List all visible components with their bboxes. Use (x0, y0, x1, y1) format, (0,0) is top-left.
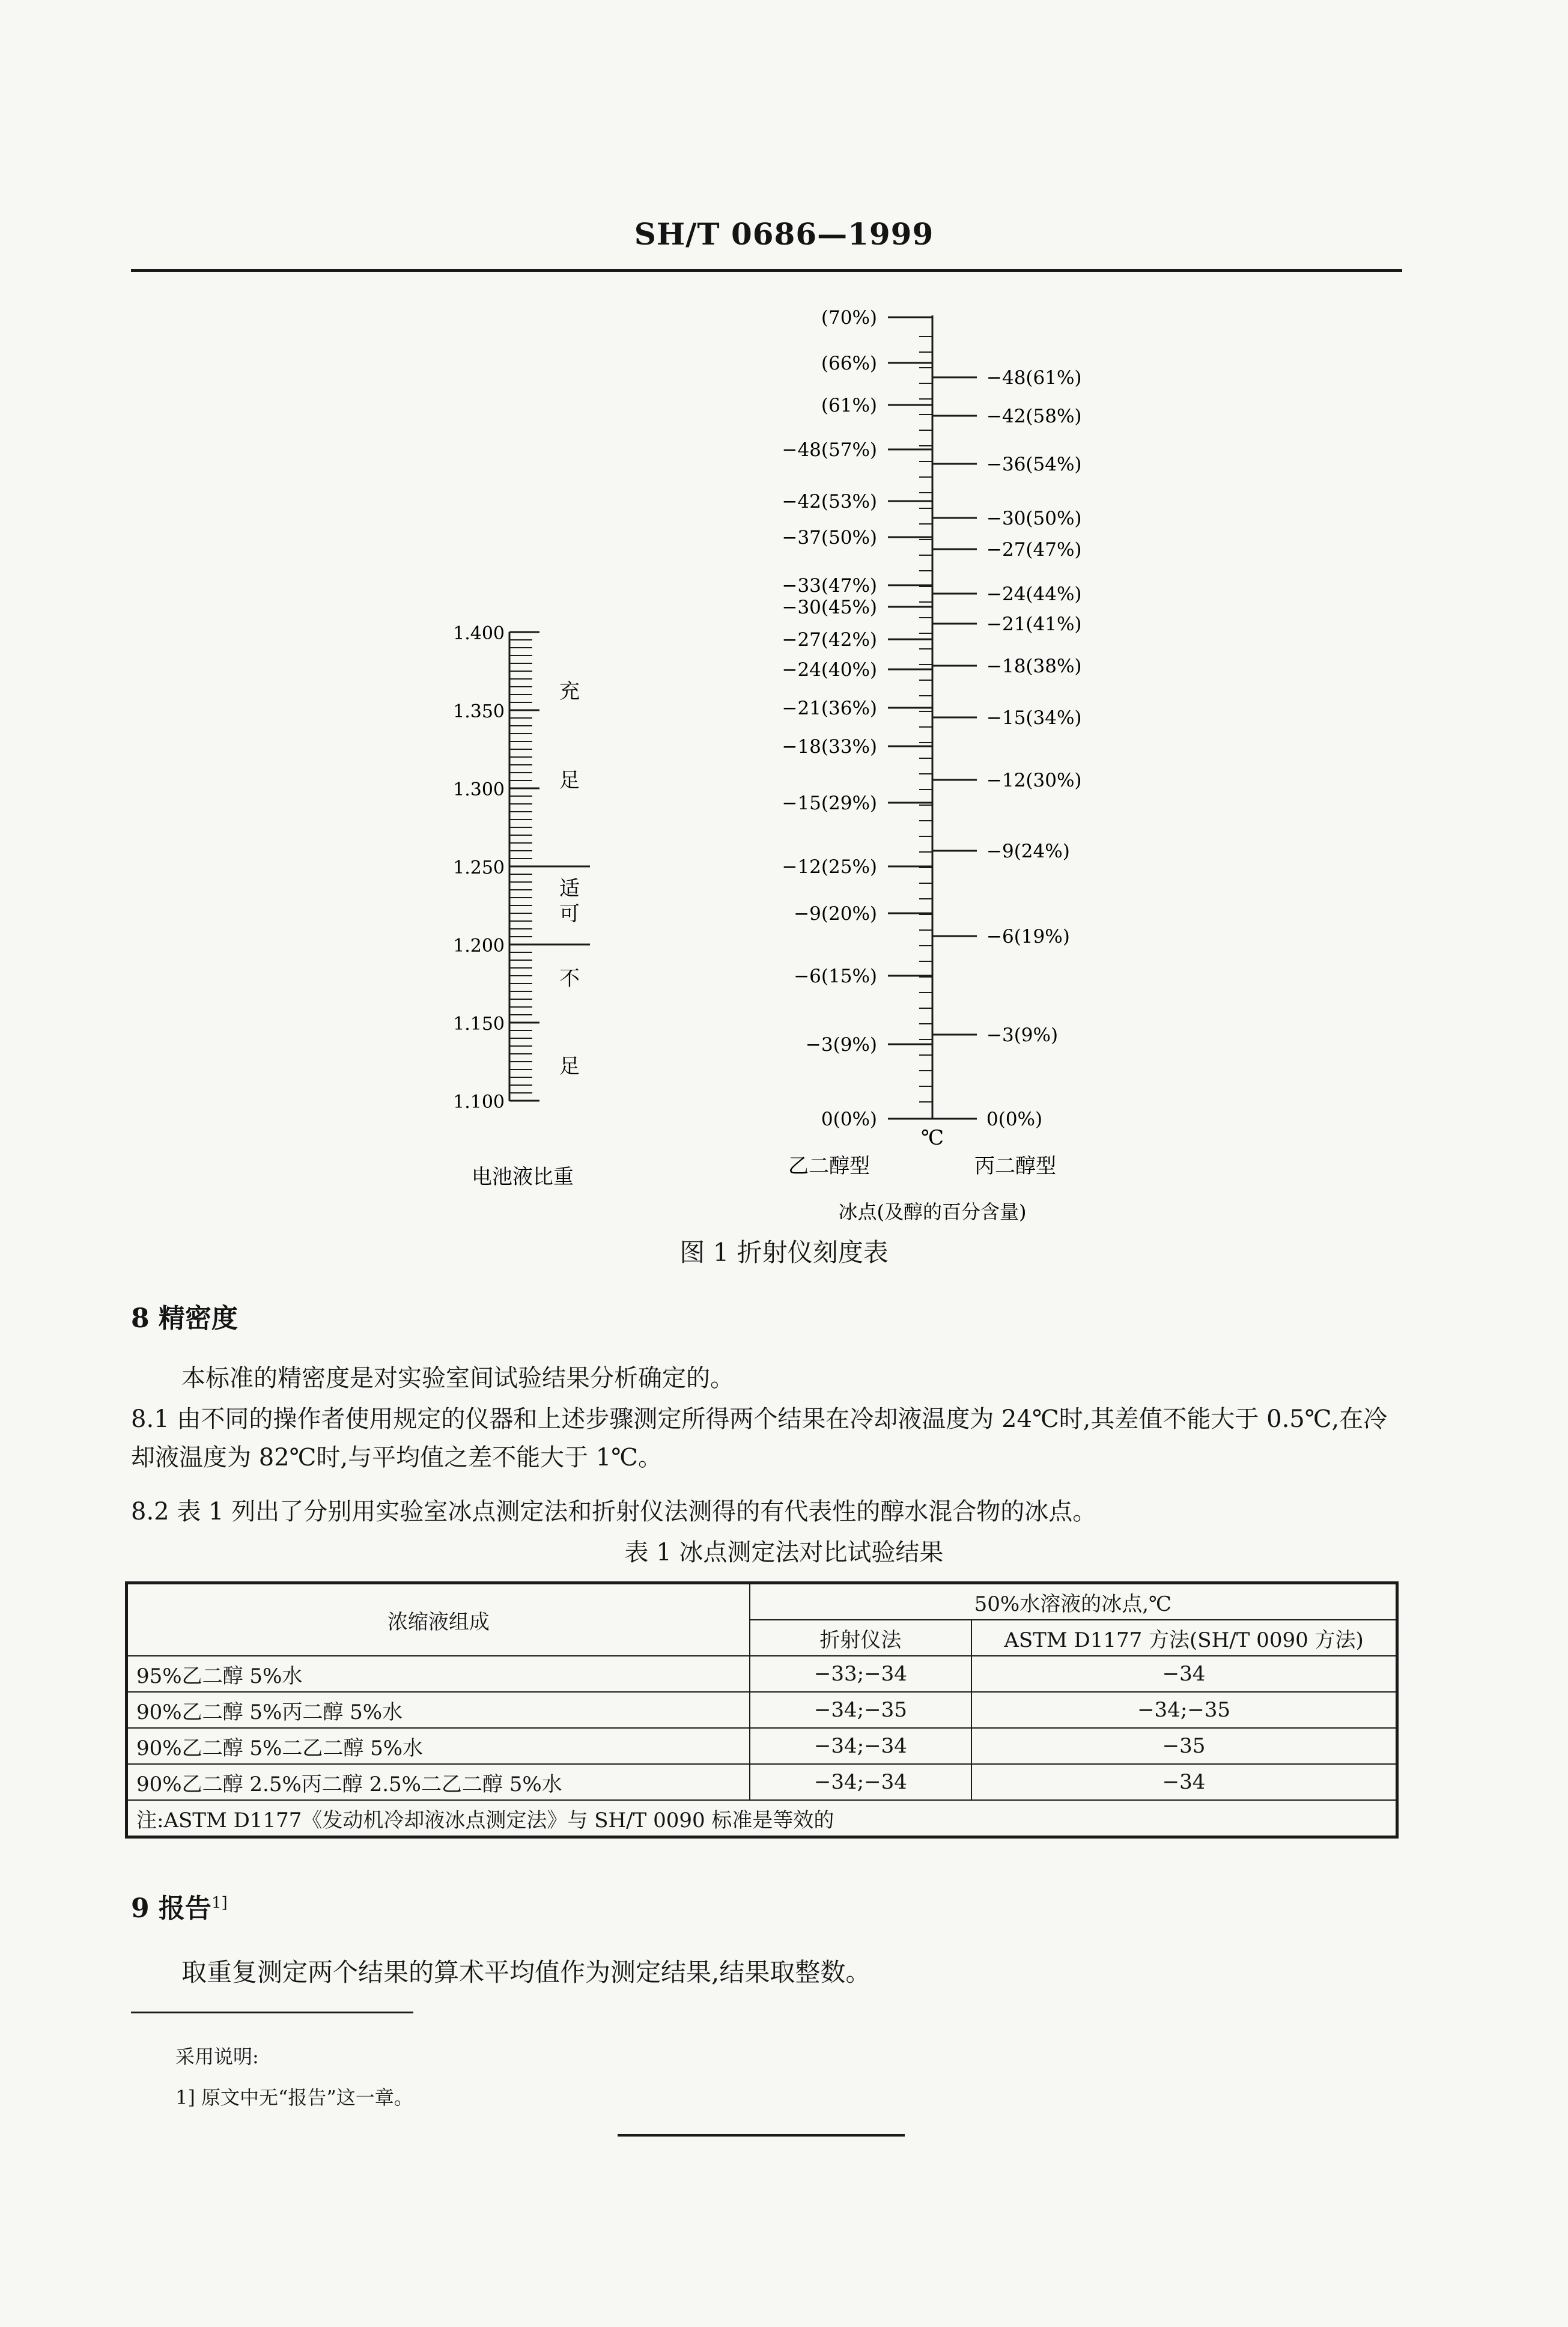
refractometer-scale-figure (0, 288, 1568, 1226)
figure-caption: 图 1 折射仪刻度表 (679, 1238, 889, 1267)
ethylene-glycol-label: −37(50%) (782, 527, 877, 549)
battery-scale-labels (453, 623, 505, 1113)
cell-refractometer: −34;−34 (750, 1764, 971, 1800)
section-9-title (131, 1887, 228, 1925)
freezing-point-comparison-table (125, 1581, 1399, 1839)
ethylene-glycol-label: −15(29%) (782, 792, 877, 814)
battery-scale-label: 1.100 (453, 1092, 505, 1113)
battery-zone-labels (559, 680, 580, 1078)
propylene-glycol-label: −18(38%) (986, 656, 1082, 677)
ethylene-glycol-label: −9(20%) (794, 903, 877, 925)
cell-refractometer: −34;−35 (750, 1692, 971, 1728)
ethylene-glycol-label: −21(36%) (782, 698, 877, 719)
header-refractometer: 折射仪法 (750, 1620, 971, 1656)
ethylene-glycol-labels (782, 307, 877, 1130)
battery-zone-label: 足 (559, 1054, 580, 1078)
ethylene-glycol-label: −3(9%) (805, 1034, 877, 1056)
ethylene-glycol-label: −30(45%) (782, 597, 877, 618)
table-row (127, 1692, 1397, 1728)
ethylene-glycol-title: 乙二醇型 (788, 1154, 870, 1178)
ethylene-glycol-label: 0(0%) (821, 1109, 877, 1130)
propylene-glycol-label: −24(44%) (986, 583, 1082, 605)
ethylene-glycol-label: (66%) (821, 353, 877, 374)
battery-scale-label: 1.350 (453, 701, 505, 722)
battery-scale-label: 1.250 (453, 857, 505, 878)
footnote-mark: 1] (211, 1894, 228, 1912)
propylene-glycol-label: −12(30%) (986, 770, 1082, 791)
propylene-glycol-label: −27(47%) (986, 539, 1082, 561)
battery-zone-label: 不 (559, 967, 580, 991)
propylene-glycol-label: −21(41%) (986, 613, 1082, 635)
header-astm: ASTM D1177 方法(SH/T 0090 方法) (971, 1620, 1397, 1656)
cell-astm: −34 (971, 1656, 1397, 1692)
battery-zone-label: 可 (559, 902, 580, 926)
table-row (127, 1656, 1397, 1692)
header-rule (131, 269, 1402, 272)
footnote-title: 采用说明: (175, 2045, 259, 2068)
propylene-glycol-label: 0(0%) (986, 1109, 1043, 1130)
cell-composition: 95%乙二醇 5%水 (127, 1656, 750, 1692)
propylene-glycol-label: −48(61%) (986, 367, 1082, 389)
battery-scale-label: 1.200 (453, 935, 505, 957)
document-header: SH/T 0686—1999 (634, 216, 934, 252)
propylene-glycol-label: −42(58%) (986, 406, 1082, 427)
ethylene-glycol-label: (70%) (821, 307, 877, 329)
battery-scale-title: 电池液比重 (472, 1165, 574, 1189)
cell-composition: 90%乙二醇 5%丙二醇 5%水 (127, 1692, 750, 1728)
battery-scale-label: 1.400 (453, 623, 505, 644)
propylene-glycol-label: −3(9%) (986, 1024, 1059, 1046)
battery-zone-label: 充 (559, 680, 580, 704)
header-freezing-point-group: 50%水溶液的冰点,℃ (750, 1583, 1397, 1620)
freezing-point-title: 冰点(及醇的百分含量) (838, 1200, 1027, 1223)
propylene-glycol-label: −36(54%) (986, 454, 1082, 475)
header-composition: 浓缩液组成 (127, 1583, 750, 1656)
paragraph-8-1: 8.1 由不同的操作者使用规定的仪器和上述步骤测定所得两个结果在冷却液温度为 24℃时,其差值不能大于 0.5℃,在冷却液温度为 82℃时,与平均值之差不能大于 1℃。 (131, 1405, 1388, 1471)
table-row (127, 1764, 1397, 1800)
ethylene-glycol-label: −18(33%) (782, 736, 877, 758)
ethylene-glycol-label: −33(47%) (782, 575, 877, 597)
propylene-glycol-label: −30(50%) (986, 508, 1082, 529)
ethylene-glycol-label: −12(25%) (782, 856, 877, 878)
ethylene-glycol-label: −48(57%) (782, 439, 877, 461)
table-row (127, 1728, 1397, 1764)
section-9-text: 取重复测定两个结果的算术平均值作为测定结果,结果取整数。 (181, 1957, 871, 1987)
battery-zone-label: 足 (559, 768, 580, 792)
propylene-glycol-label: −6(19%) (986, 926, 1070, 948)
ethylene-glycol-label: (61%) (821, 395, 877, 416)
battery-scale-label: 1.150 (453, 1014, 505, 1035)
section-9-title-text: 9 报告 (131, 1893, 211, 1924)
section-8-title: 8 精密度 (131, 1303, 238, 1334)
section-8-intro: 本标准的精密度是对实验室间试验结果分析确定的。 (181, 1364, 734, 1392)
cell-astm: −34;−35 (971, 1692, 1397, 1728)
ethylene-glycol-label: −6(15%) (794, 966, 877, 987)
propylene-glycol-labels (986, 367, 1082, 1130)
ethylene-glycol-label: −27(42%) (782, 629, 877, 651)
battery-zone-label: 适 (559, 877, 580, 901)
footnote-text: 1] 原文中无“报告”这一章。 (175, 2086, 413, 2109)
propylene-glycol-label: −15(34%) (986, 707, 1082, 729)
cell-astm: −34 (971, 1764, 1397, 1800)
paragraph-8-2: 8.2 表 1 列出了分别用实验室冰点测定法和折射仪法测得的有代表性的醇水混合物的冰点。 (131, 1498, 1097, 1525)
ethylene-glycol-label: −24(40%) (782, 659, 877, 681)
cell-refractometer: −33;−34 (750, 1656, 971, 1692)
temperature-unit: ℃ (920, 1126, 944, 1150)
propylene-glycol-label: −9(24%) (986, 841, 1070, 862)
propylene-glycol-title: 丙二醇型 (974, 1154, 1056, 1178)
table-note: 注:ASTM D1177《发动机冷却液冰点测定法》与 SH/T 0090 标准是等效的 (127, 1800, 1397, 1837)
cell-refractometer: −34;−34 (750, 1728, 971, 1764)
footnote-rule (131, 2012, 413, 2013)
cell-astm: −35 (971, 1728, 1397, 1764)
cell-composition: 90%乙二醇 2.5%丙二醇 2.5%二乙二醇 5%水 (127, 1764, 750, 1800)
end-rule (618, 2134, 905, 2137)
cell-composition: 90%乙二醇 5%二乙二醇 5%水 (127, 1728, 750, 1764)
ethylene-glycol-label: −42(53%) (782, 491, 877, 513)
battery-scale-label: 1.300 (453, 779, 505, 800)
table-caption: 表 1 冰点测定法对比试验结果 (624, 1539, 944, 1566)
